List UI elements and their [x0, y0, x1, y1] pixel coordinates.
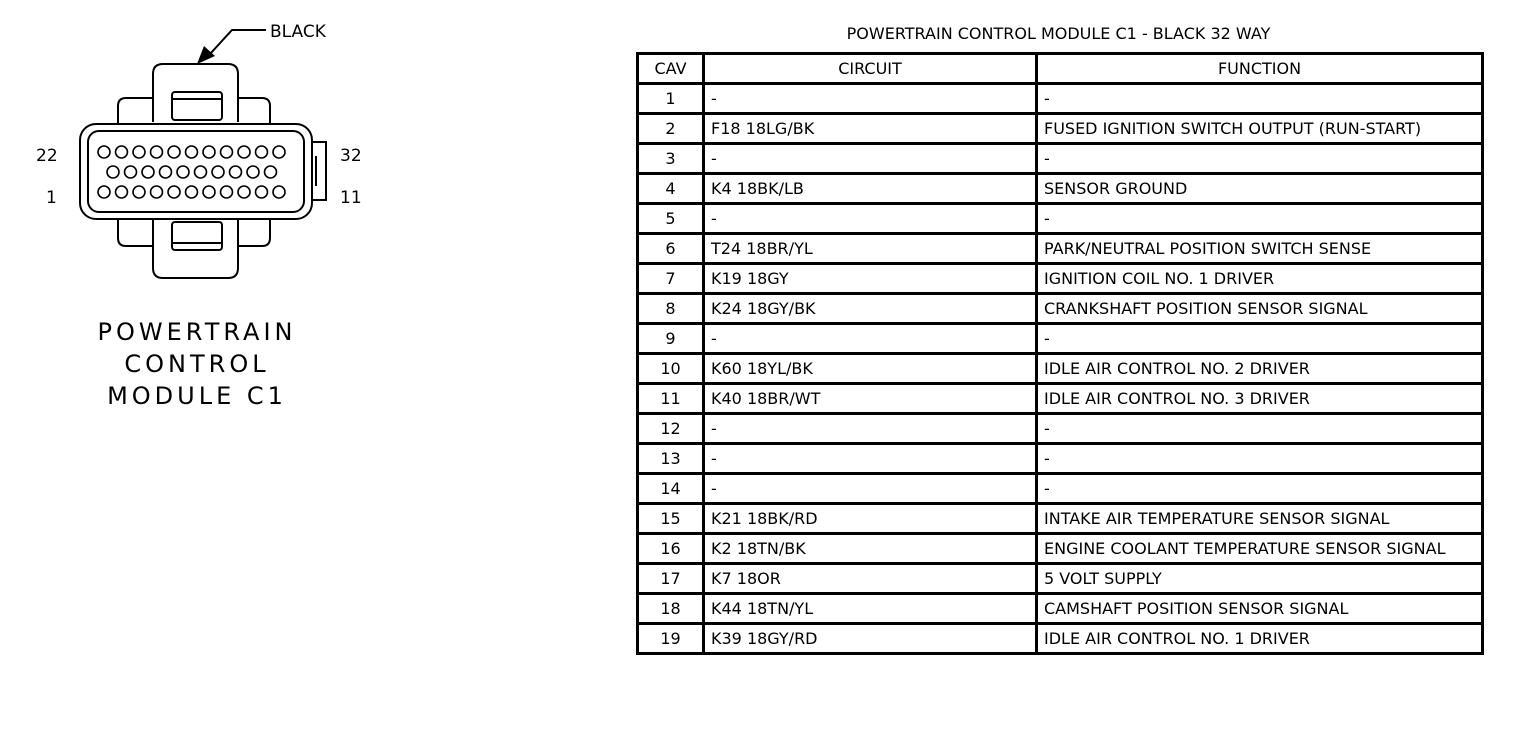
- cav-cell: 10: [638, 354, 704, 384]
- circuit-cell: K2 18TN/BK: [704, 534, 1037, 564]
- cavity-hole: [116, 186, 128, 198]
- circuit-cell: -: [704, 414, 1037, 444]
- table-row: [638, 294, 1483, 324]
- table-row: [638, 114, 1483, 144]
- cavity-hole: [125, 166, 137, 178]
- circuit-cell: -: [704, 84, 1037, 114]
- function-cell: -: [1037, 444, 1483, 474]
- connector-cavities: [98, 146, 285, 198]
- cav-cell: 18: [638, 594, 704, 624]
- cavity-hole: [186, 186, 198, 198]
- function-cell: INTAKE AIR TEMPERATURE SENSOR SIGNAL: [1037, 504, 1483, 534]
- cav-cell: 5: [638, 204, 704, 234]
- circuit-cell: K19 18GY: [704, 264, 1037, 294]
- cavity-hole: [203, 186, 215, 198]
- function-cell: PARK/NEUTRAL POSITION SWITCH SENSE: [1037, 234, 1483, 264]
- function-cell: SENSOR GROUND: [1037, 174, 1483, 204]
- cav-cell: 6: [638, 234, 704, 264]
- cavity-hole: [177, 166, 189, 178]
- table-row: [638, 414, 1483, 444]
- cavity-hole: [98, 186, 110, 198]
- cavity-hole: [212, 166, 224, 178]
- table-row: [638, 324, 1483, 354]
- cav-cell: 8: [638, 294, 704, 324]
- connector-name-line-2: CONTROL: [124, 350, 270, 378]
- table-title: POWERTRAIN CONTROL MODULE C1 - BLACK 32 WAY: [846, 24, 1271, 43]
- circuit-cell: -: [704, 444, 1037, 474]
- cavity-hole: [247, 166, 259, 178]
- function-cell: IDLE AIR CONTROL NO. 3 DRIVER: [1037, 384, 1483, 414]
- cav-cell: 16: [638, 534, 704, 564]
- function-cell: -: [1037, 144, 1483, 174]
- header-cav: CAV: [638, 54, 704, 84]
- table-row: [638, 504, 1483, 534]
- cav-cell: 9: [638, 324, 704, 354]
- circuit-cell: -: [704, 204, 1037, 234]
- table-row: [638, 594, 1483, 624]
- cav-cell: 7: [638, 264, 704, 294]
- cavity-hole: [133, 186, 145, 198]
- table-row: [638, 354, 1483, 384]
- cavity-hole: [160, 166, 172, 178]
- function-cell: -: [1037, 84, 1483, 114]
- callout-arrowhead: [197, 46, 215, 64]
- header-function: FUNCTION: [1037, 54, 1483, 84]
- pin-label-bottom-right: 11: [340, 188, 362, 208]
- connector-name-line-1: POWERTRAIN: [97, 318, 297, 346]
- function-cell: -: [1037, 204, 1483, 234]
- cavity-hole: [168, 186, 180, 198]
- circuit-cell: K60 18YL/BK: [704, 354, 1037, 384]
- cav-cell: 14: [638, 474, 704, 504]
- cavity-hole: [116, 146, 128, 158]
- cavity-hole: [142, 166, 154, 178]
- function-cell: FUSED IGNITION SWITCH OUTPUT (RUN-START): [1037, 114, 1483, 144]
- function-cell: ENGINE COOLANT TEMPERATURE SENSOR SIGNAL: [1037, 534, 1483, 564]
- cavity-hole: [256, 146, 268, 158]
- cav-cell: 3: [638, 144, 704, 174]
- function-cell: IDLE AIR CONTROL NO. 2 DRIVER: [1037, 354, 1483, 384]
- cav-cell: 2: [638, 114, 704, 144]
- pin-label-top-left: 22: [36, 146, 58, 166]
- cav-cell: 13: [638, 444, 704, 474]
- table-header-row: [638, 54, 1483, 84]
- pin-label-bottom-left: 1: [46, 188, 57, 208]
- function-cell: IDLE AIR CONTROL NO. 1 DRIVER: [1037, 624, 1483, 654]
- cavity-hole: [203, 146, 215, 158]
- cavity-hole: [256, 186, 268, 198]
- circuit-cell: K21 18BK/RD: [704, 504, 1037, 534]
- circuit-cell: F18 18LG/BK: [704, 114, 1037, 144]
- table-row: [638, 384, 1483, 414]
- cavity-hole: [195, 166, 207, 178]
- table-row: [638, 234, 1483, 264]
- function-cell: CRANKSHAFT POSITION SENSOR SIGNAL: [1037, 294, 1483, 324]
- connector-drawing: [0, 0, 620, 742]
- cavity-hole: [107, 166, 119, 178]
- circuit-cell: T24 18BR/YL: [704, 234, 1037, 264]
- circuit-cell: K40 18BR/WT: [704, 384, 1037, 414]
- cavity-hole: [238, 186, 250, 198]
- cavity-hole: [151, 146, 163, 158]
- pin-label-top-right: 32: [340, 146, 362, 166]
- table-row: [638, 204, 1483, 234]
- cav-cell: 19: [638, 624, 704, 654]
- function-cell: IGNITION COIL NO. 1 DRIVER: [1037, 264, 1483, 294]
- table-row: [638, 174, 1483, 204]
- cavity-hole: [265, 166, 277, 178]
- table-row: [638, 564, 1483, 594]
- cav-cell: 12: [638, 414, 704, 444]
- table-row: [638, 84, 1483, 114]
- circuit-cell: K4 18BK/LB: [704, 174, 1037, 204]
- pinout-table: [636, 52, 1484, 655]
- function-cell: -: [1037, 324, 1483, 354]
- cavity-hole: [273, 146, 285, 158]
- cav-cell: 17: [638, 564, 704, 594]
- table-row: [638, 444, 1483, 474]
- circuit-cell: K44 18TN/YL: [704, 594, 1037, 624]
- connector-color-label: BLACK: [270, 22, 326, 42]
- circuit-cell: -: [704, 474, 1037, 504]
- callout-leader-line: [210, 30, 266, 54]
- cavity-hole: [133, 146, 145, 158]
- cav-cell: 15: [638, 504, 704, 534]
- table-row: [638, 264, 1483, 294]
- cavity-hole: [186, 146, 198, 158]
- function-cell: 5 VOLT SUPPLY: [1037, 564, 1483, 594]
- circuit-cell: K39 18GY/RD: [704, 624, 1037, 654]
- cavity-hole: [221, 146, 233, 158]
- cavity-hole: [221, 186, 233, 198]
- table-row: [638, 534, 1483, 564]
- function-cell: CAMSHAFT POSITION SENSOR SIGNAL: [1037, 594, 1483, 624]
- function-cell: -: [1037, 414, 1483, 444]
- cavity-hole: [230, 166, 242, 178]
- cavity-hole: [238, 146, 250, 158]
- cav-cell: 11: [638, 384, 704, 414]
- connector-name-line-3: MODULE C1: [107, 382, 287, 410]
- table-row: [638, 474, 1483, 504]
- circuit-cell: K24 18GY/BK: [704, 294, 1037, 324]
- circuit-cell: K7 18OR: [704, 564, 1037, 594]
- cav-cell: 1: [638, 84, 704, 114]
- cavity-hole: [98, 146, 110, 158]
- connector-housing: [80, 64, 326, 278]
- cavity-hole: [273, 186, 285, 198]
- cavity-hole: [168, 146, 180, 158]
- circuit-cell: -: [704, 324, 1037, 354]
- table-row: [638, 624, 1483, 654]
- cav-cell: 4: [638, 174, 704, 204]
- connector-diagram: [0, 0, 620, 742]
- header-circuit: CIRCUIT: [704, 54, 1037, 84]
- table-row: [638, 144, 1483, 174]
- cavity-hole: [151, 186, 163, 198]
- circuit-cell: -: [704, 144, 1037, 174]
- function-cell: -: [1037, 474, 1483, 504]
